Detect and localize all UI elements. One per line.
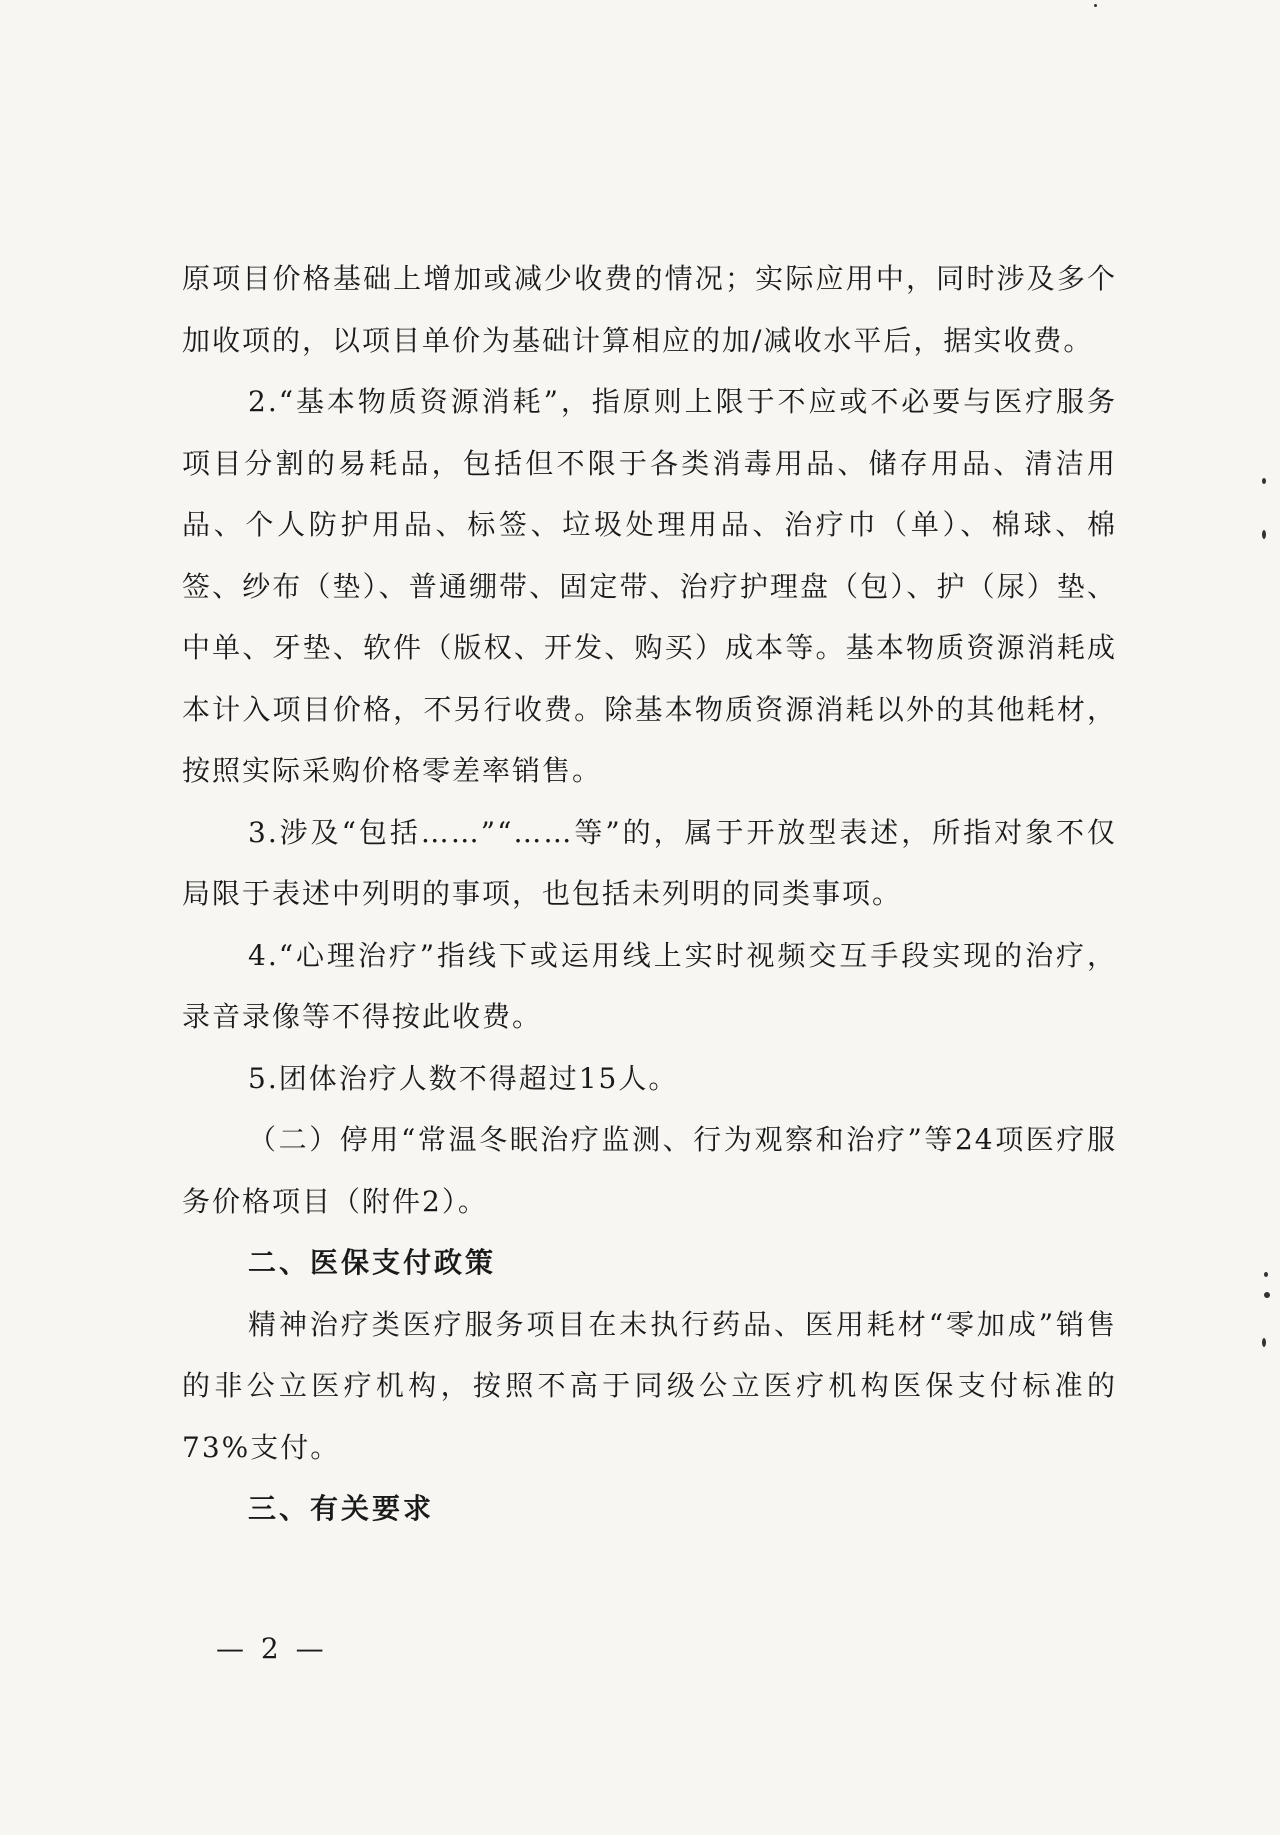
page-number: — 2 — [216,1632,328,1665]
paragraph-discontinued-items: （二）停用“常温冬眠治疗监测、行为观察和治疗”等24项医疗服务价格项目（附件2）。 [182,1123,1117,1218]
scan-speck [1264,1272,1268,1277]
document-body [182,248,1117,1540]
paragraph-group-therapy: 5.团体治疗人数不得超过15人。 [248,1061,679,1095]
paragraph-open-expression: 3.涉及“包括……”“……等”的，属于开放型表述，所指对象不仅局限于表述中列明的事项，也包括未列明的同类事项。 [182,815,1117,910]
section-heading-requirements: 三、有关要求 [248,1492,435,1525]
paragraph-insurance-payment: 精神治疗类医疗服务项目在未执行药品、医用耗材“零加成”销售的非公立医疗机构，按照不高于同级公立医疗机构医保支付标准的73%支付。 [182,1307,1117,1464]
section-heading-insurance-policy: 二、医保支付政策 [248,1246,497,1279]
paragraph-basic-material-consumption: 2.“基本物质资源消耗”，指原则上限于不应或不必要与医疗服务项目分割的易耗品，包括但不限于各类消毒用品、储存用品、清洁用品、个人防护用品、标签、垃圾处理用品、治疗巾（单）、棉球、棉签、纱布（垫）、普通绷带、固定带、治疗护理盘（包）、护（尿）垫、中单、牙垫、软件（版权、开发、购买）成本等。基本物质资源消耗成本计入项目价格，不另行收费。除基本物质资源消耗以外的其他耗材，按照实际采购价格零差率销售。 [182,385,1117,787]
scan-speck [1262,478,1266,484]
paragraph-continuation: 原项目价格基础上增加或减少收费的情况；实际应用中，同时涉及多个加收项的，以项目单价为基础计算相应的加/减收水平后，据实收费。 [182,262,1117,357]
scan-speck [1264,1292,1270,1298]
paragraph-psychotherapy: 4.“心理治疗”指线下或运用线上实时视频交互手段实现的治疗，录音录像等不得按此收费。 [182,938,1117,1033]
scan-speck [1094,4,1097,7]
scan-speck [1262,1338,1266,1347]
scan-speck [1262,530,1266,539]
